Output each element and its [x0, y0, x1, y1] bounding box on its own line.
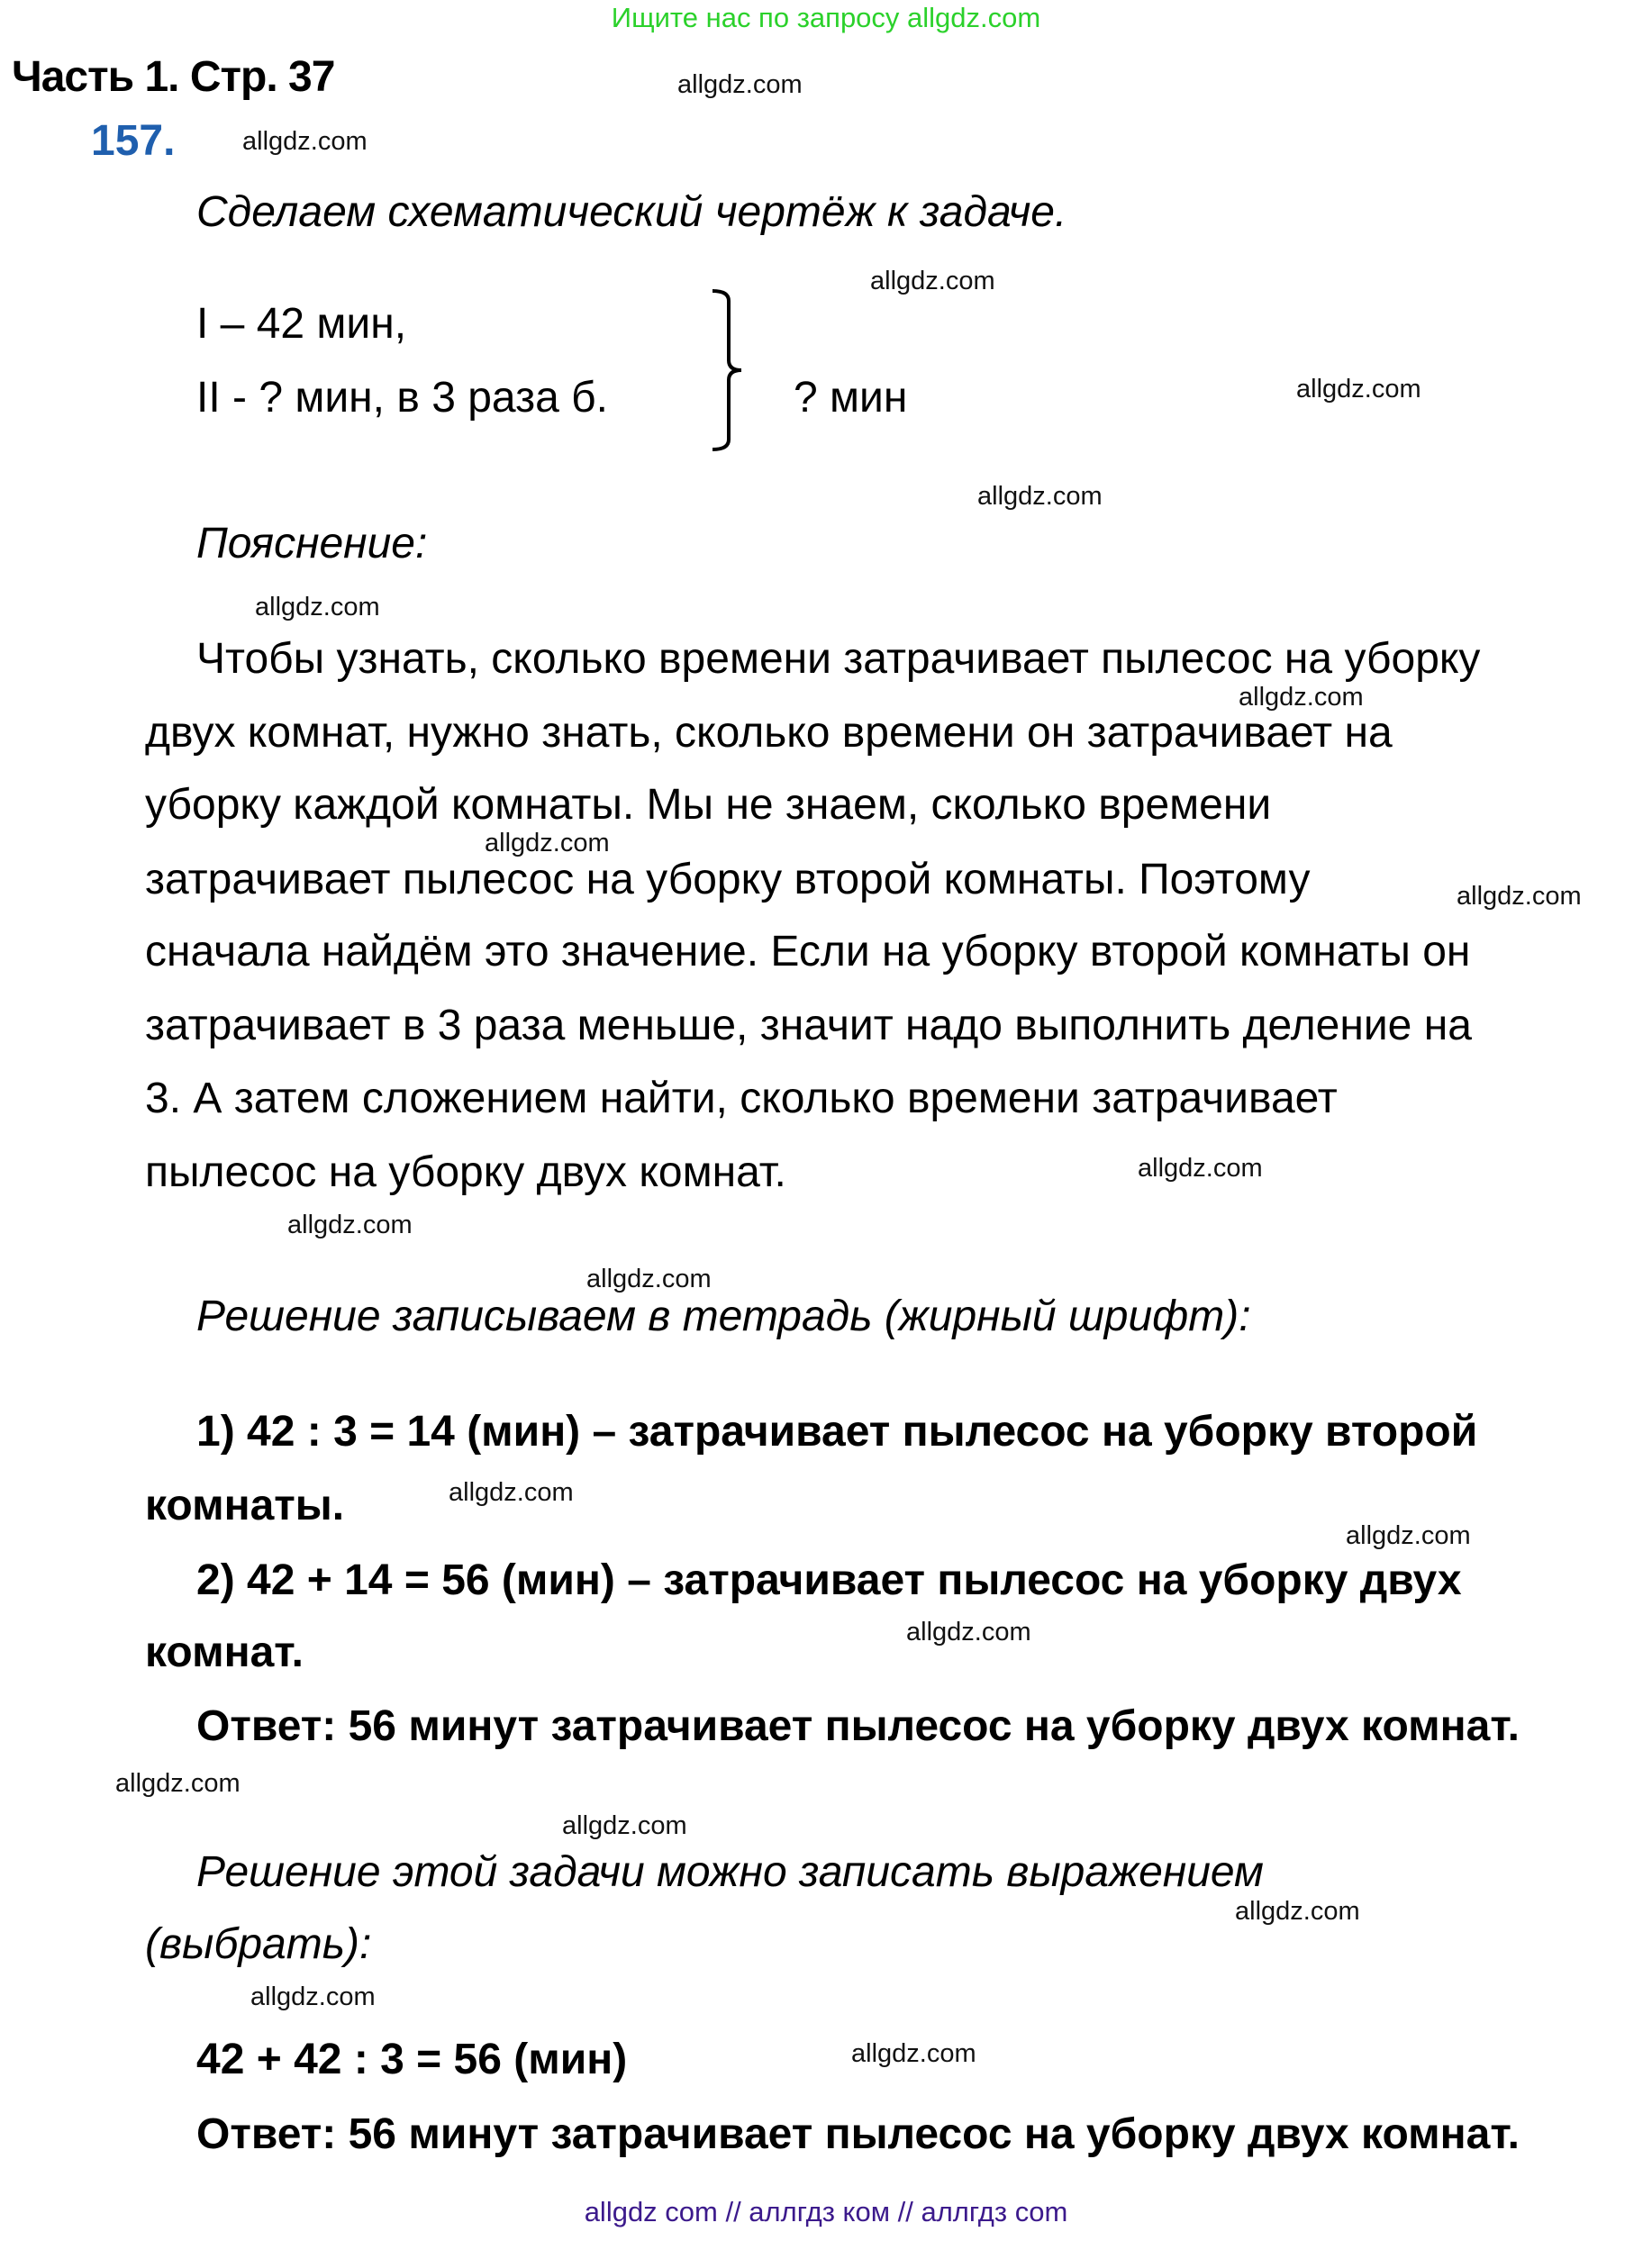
explanation-line: Чтобы узнать, сколько времени затрачивает пылесос на уборку	[196, 635, 1481, 683]
explanation-line: уборку каждой комнаты. Мы не знаем, сколько времени	[145, 781, 1272, 829]
explanation-heading: Пояснение:	[196, 520, 428, 567]
watermark: allgdz.com	[115, 1769, 241, 1798]
watermark: allgdz.com	[1138, 1154, 1263, 1183]
watermark: allgdz.com	[562, 1811, 687, 1840]
watermark: allgdz.com	[449, 1478, 574, 1507]
explanation-line: затрачивает пылесос на уборку второй комнаты. Поэтому	[145, 856, 1311, 903]
footer-banner: allgdz com // аллгдз ком // аллгдз com	[584, 2196, 1068, 2227]
schema-total: ? мин	[794, 374, 908, 422]
watermark: allgdz.com	[1346, 1521, 1471, 1550]
expression: 42 + 42 : 3 = 56 (мин)	[196, 2036, 628, 2083]
watermark: allgdz.com	[242, 127, 368, 156]
watermark: allgdz.com	[870, 267, 995, 295]
explanation-line: пылесос на уборку двух комнат.	[145, 1148, 786, 1196]
page-title: Часть 1. Стр. 37	[12, 53, 335, 101]
watermark: allgdz.com	[851, 2039, 976, 2068]
watermark: allgdz.com	[1457, 882, 1582, 911]
explanation-line: двух комнат, нужно знать, сколько времени он затрачивает на	[145, 709, 1393, 757]
watermark: allgdz.com	[1235, 1897, 1360, 1926]
watermark: allgdz.com	[977, 482, 1103, 511]
solution-line: комнат.	[145, 1629, 304, 1676]
solution-answer: Ответ: 56 минут затрачивает пылесос на уборку двух комнат.	[196, 1702, 1520, 1750]
watermark: allgdz.com	[1296, 375, 1421, 404]
expression-heading: Решение этой задачи можно записать выражением	[196, 1848, 1264, 1896]
task-number: 157.	[91, 117, 176, 165]
schema-intro: Сделаем схематический чертёж к задаче.	[196, 188, 1067, 236]
explanation-line: сначала найдём это значение. Если на уборку второй комнаты он	[145, 928, 1471, 975]
watermark: allgdz.com	[287, 1211, 413, 1239]
watermark: allgdz.com	[677, 70, 803, 99]
watermark: allgdz.com	[906, 1618, 1031, 1647]
explanation-line: 3. А затем сложением найти, сколько времени затрачивает	[145, 1075, 1338, 1122]
watermark: allgdz.com	[250, 1982, 376, 2011]
watermark: allgdz.com	[255, 593, 380, 621]
solution-line: 2) 42 + 14 = 56 (мин) – затрачивает пылесос на уборку двух	[196, 1556, 1462, 1604]
header-banner: Ищите нас по запросу allgdz.com	[611, 2, 1041, 33]
watermark: allgdz.com	[586, 1265, 712, 1293]
schema-line-2: II - ? мин, в 3 раза б.	[196, 374, 608, 422]
explanation-line: затрачивает в 3 раза меньше, значит надо выполнить деление на	[145, 1002, 1472, 1049]
watermark: allgdz.com	[1239, 683, 1364, 712]
schema-line-1: I – 42 мин,	[196, 300, 407, 348]
curly-brace-icon	[707, 288, 779, 452]
solution-line: комнаты.	[145, 1482, 345, 1529]
expression-heading: (выбрать):	[145, 1920, 372, 1968]
expression-answer: Ответ: 56 минут затрачивает пылесос на уборку двух комнат.	[196, 2110, 1520, 2158]
solution-line: 1) 42 : 3 = 14 (мин) – затрачивает пылесос на уборку второй	[196, 1408, 1478, 1456]
watermark: allgdz.com	[485, 829, 610, 857]
solution-heading: Решение записываем в тетрадь (жирный шрифт):	[196, 1293, 1251, 1340]
